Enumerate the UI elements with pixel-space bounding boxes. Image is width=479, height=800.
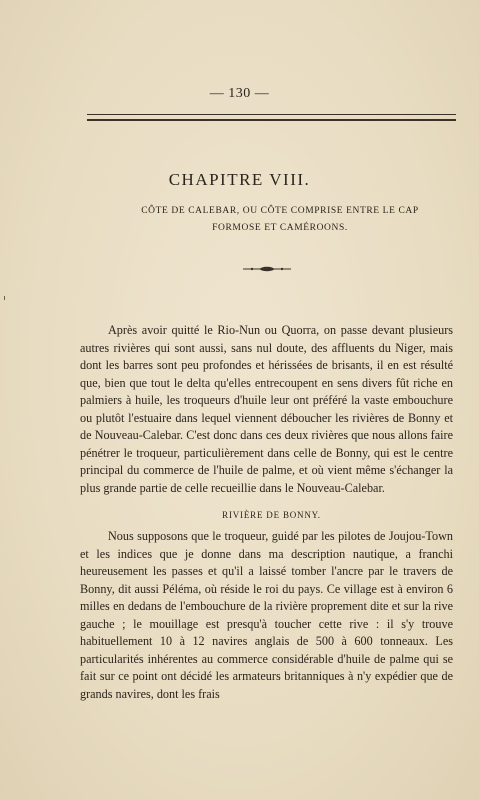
header-rule <box>87 114 456 121</box>
ornament-divider <box>243 266 291 272</box>
paragraph-intro: Après avoir quitté le Rio-Nun ou Quorra, on passe devant plusieurs autres rivières qui sont aussi, sans nul doute, des affluents du Niger, mais dont les barres sont peu profondes et hérissées de brisants, il en est résulté que, bien que tout le delta qu'elles entrecoupent en sens divers fût riche en palmiers à huile, les troqueurs d'huile leur ont préféré la vaste embouchure ou plutôt l'estuaire dans lequel viennent déboucher les rivières de Bonny et de Nouveau-Calebar. C'est donc dans ces deux rivières que nous allons faire pénétrer le troqueur, particulièrement dans celle de Bonny, qui est le centre principal du commerce de l'huile de palme, et où vient même s'échanger la plus grande partie de celle recueillie dans le Nouveau-Calebar. <box>80 323 453 495</box>
section-heading: RIVIÈRE DE BONNY. <box>222 510 321 520</box>
chapter-subtitle: CÔTE DE CALEBAR, OU CÔTE COMPRISE ENTRE LE CAP FORMOSE ET CAMÉROONS. <box>141 206 419 233</box>
paragraph-bonny: Nous supposons que le troqueur, guidé par les pilotes de Joujou-Town et les indices que je donne dans ma description nautique, a franchi heureusement les passes et qu'il a laissé tomber l'ancre par le travers de Bonny, dit aussi Péléma, où réside le roi du pays. Ce village est à environ 6 milles en dedans de l'embouchure de la rivière proprement dite et sur la rive gauche ; le mouillage est presqu'à toucher cette rive : il s'y trouve habituellement 10 à 12 navires anglais de 500 à 600 tonneaux. Les particularités inhérentes au commerce considérable d'huile de palme qui se fait sur ce point ont décidé les armateurs britanniques à n'y expédier que de grands navires, dont les frais <box>80 529 453 701</box>
page-number: — 130 — <box>209 86 270 101</box>
margin-mark <box>4 296 5 300</box>
chapter-title: CHAPITRE VIII. <box>168 170 311 189</box>
